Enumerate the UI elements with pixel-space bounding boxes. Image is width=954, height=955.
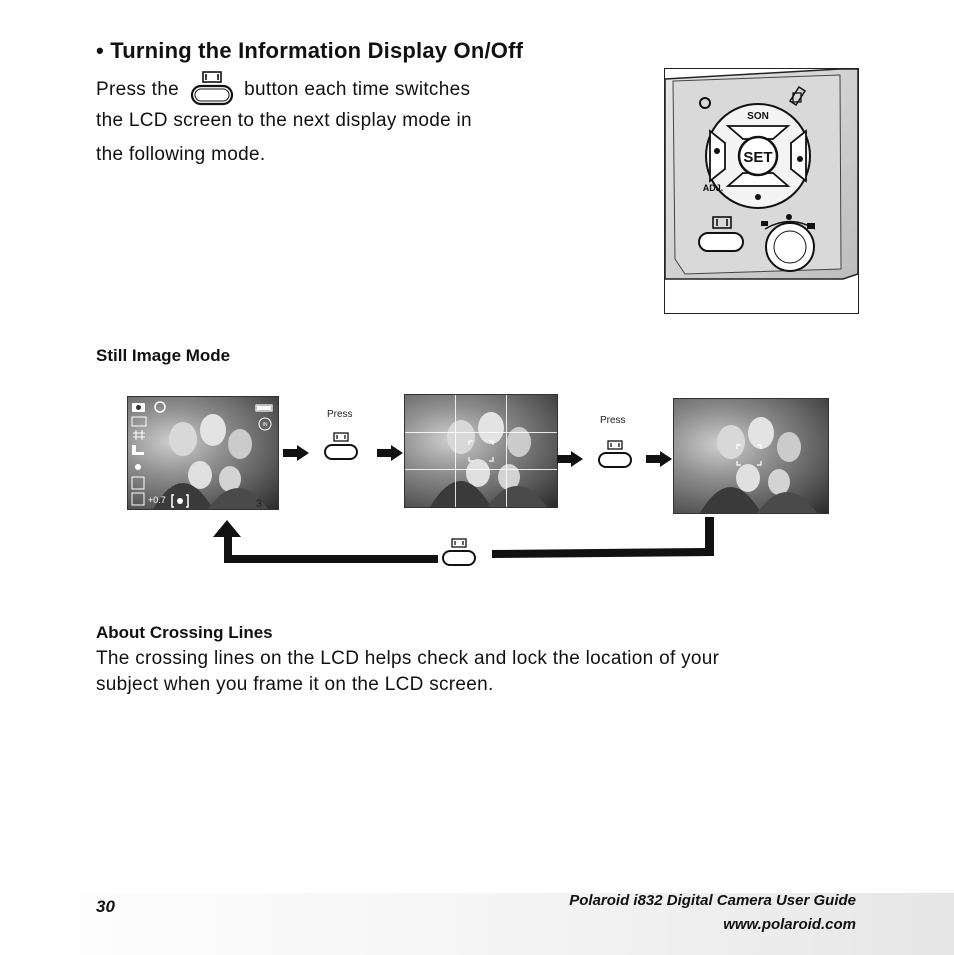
shots-remaining: 3 xyxy=(256,498,263,509)
crossing-line-2: subject when you frame it on the LCD screen. xyxy=(96,674,494,695)
camera-back-illustration xyxy=(664,68,859,314)
display-button-icon xyxy=(597,440,633,470)
page-number: 30 xyxy=(96,897,115,916)
intro-line-2: the LCD screen to the next display mode in xyxy=(96,110,472,131)
arrow-right-icon xyxy=(283,445,309,461)
press-label-2: Press xyxy=(600,415,626,426)
display-button-icon xyxy=(189,70,235,110)
crossing-line-1: The crossing lines on the LCD helps check and lock the location of your xyxy=(96,648,720,669)
arrow-right-icon xyxy=(646,451,672,467)
crossing-lines-heading: About Crossing Lines xyxy=(96,623,273,642)
guide-title: Polaroid i832 Digital Camera User Guide xyxy=(569,892,856,909)
section-heading: • Turning the Information Display On/Off xyxy=(96,38,524,63)
press-label-1: Press xyxy=(327,409,353,420)
intro-before-icon: Press the xyxy=(96,79,179,101)
intro-paragraph xyxy=(96,70,566,172)
memory-label: IN xyxy=(262,422,268,428)
lcd-screen-info-on xyxy=(127,396,279,510)
crossing-lines-paragraph xyxy=(96,646,876,698)
son-label: SON xyxy=(747,111,769,122)
display-button-icon xyxy=(441,538,477,568)
intro-after-icon: button each time switches xyxy=(244,79,471,101)
exposure-value: +0.7 xyxy=(148,495,166,505)
adj-label: ADJ. xyxy=(702,183,724,193)
intro-line-3: the following mode. xyxy=(96,144,266,165)
set-label: SET xyxy=(743,149,773,166)
website-link[interactable]: www.polaroid.com xyxy=(723,916,856,933)
arrow-right-icon xyxy=(377,445,403,461)
display-button-icon xyxy=(323,432,359,462)
lcd-screen-info-off xyxy=(673,398,829,514)
arrow-right-icon xyxy=(557,451,583,467)
lcd-screen-crossing-lines xyxy=(404,394,558,508)
still-image-mode-heading: Still Image Mode xyxy=(96,346,231,365)
